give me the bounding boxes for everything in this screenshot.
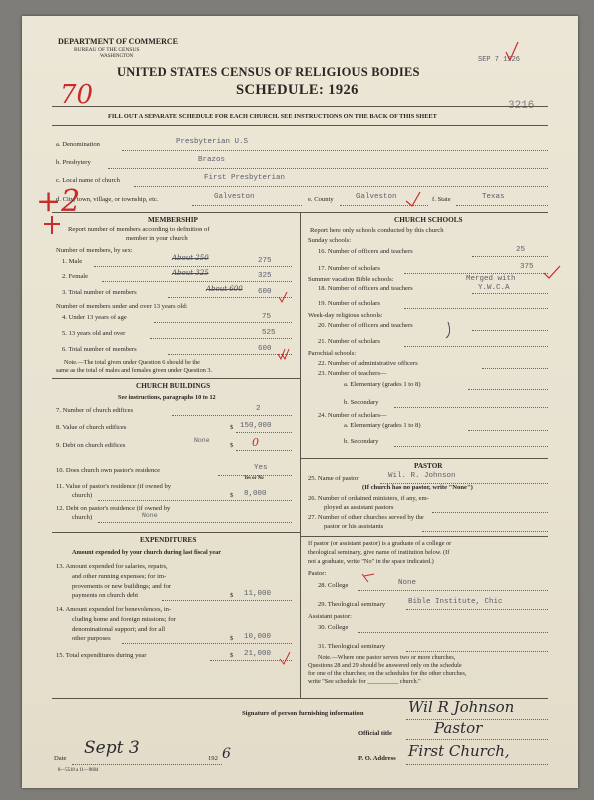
- red-cross-margin: [44, 216, 60, 234]
- q5-over13-value: 525: [262, 329, 276, 337]
- year-prefix: 192: [208, 755, 218, 762]
- year-digit: 6: [222, 746, 231, 762]
- q14-line-3: denominational support; and for all: [72, 625, 166, 633]
- denomination-label: a. Denomination: [56, 141, 100, 148]
- received-stamp-date: SEP 7 1926: [478, 56, 521, 64]
- state-label: f. State: [432, 196, 451, 203]
- q4-under13-value: 75: [262, 313, 272, 321]
- schools-intro: Report here only schools conducted by this church: [310, 227, 444, 234]
- county-value: Galveston: [356, 193, 397, 201]
- graduate-instr-1: If pastor (or assistant pastor) is a graduate of a college or: [308, 540, 452, 547]
- q19-label: 19. Number of scholars: [318, 300, 380, 307]
- q15-value: 21,000: [244, 650, 272, 658]
- q5-over13-label: 5. 13 years old and over: [62, 330, 126, 337]
- q11-label-2: church): [72, 492, 93, 499]
- city-label-d: d. City, town, village, or township, etc.: [56, 196, 159, 203]
- form-title: UNITED STATES CENSUS OF RELIGIOUS BODIES: [117, 65, 420, 79]
- expenditures-subheading: Amount expended by your church during last fiscal year: [72, 549, 221, 556]
- q7-edifices-value: 2: [256, 405, 261, 413]
- q22-label: 22. Number of administrative officers: [318, 360, 418, 367]
- q27-label-2: pastor or his assistants: [324, 523, 384, 530]
- red-check-marks: [22, 16, 578, 788]
- graduate-instr-3: not a graduate, write "No" in the space indicated.): [308, 558, 434, 565]
- check-mark-q15: [280, 652, 290, 664]
- sunday-schools-label: Sunday schools:: [308, 237, 352, 244]
- q12-value: None: [142, 512, 158, 519]
- q24b-label: b. Secondary: [344, 438, 379, 445]
- buildings-heading: CHURCH BUILDINGS: [136, 382, 211, 390]
- bureau-label: BUREAU OF THE CENSUS: [74, 47, 140, 53]
- check-mark-q3: [279, 292, 287, 302]
- church-name-label: c. Local name of church: [56, 177, 120, 184]
- q16-label: 16. Number of officers and teachers: [318, 248, 413, 255]
- q18-value: Merged with: [466, 275, 516, 283]
- schools-heading: CHURCH SCHOOLS: [394, 216, 463, 224]
- expenditures-heading: EXPENDITURES: [140, 536, 197, 544]
- buildings-subheading: See instructions, paragraphs 10 to 12: [118, 394, 216, 401]
- q14-value: 10,000: [244, 633, 272, 641]
- q30-label: 30. College: [318, 624, 349, 631]
- q12-label-2: church): [72, 514, 93, 521]
- q20-label: 20. Number of officers and teachers: [318, 322, 413, 329]
- q29-value: Bible Institute, Chic: [408, 598, 503, 606]
- q14-dollar: $: [230, 635, 234, 642]
- q4-under13-label: 4. Under 13 years of age: [62, 314, 127, 321]
- membership-intro-1: Report number of members according to definition of: [68, 226, 210, 233]
- q13-value: 11,000: [244, 590, 272, 598]
- census-schedule-sheet: [22, 16, 578, 788]
- q13-line-2: and other running expenses; for im-: [72, 572, 167, 580]
- date-label: Date: [54, 755, 67, 762]
- pastor-heading: PASTOR: [414, 462, 443, 470]
- q13-dollar: $: [230, 592, 234, 599]
- q21-label: 21. Number of scholars: [318, 338, 380, 345]
- q9-red-zero: 0: [252, 436, 259, 449]
- check-mark-county: [406, 192, 420, 206]
- q29-label: 29. Theological seminary: [318, 601, 386, 608]
- q14-line-2: cluding home and foreign missions; for: [72, 615, 176, 623]
- q2-female-value: 325: [258, 272, 272, 280]
- assistant-pastor-label: Assistant pastor:: [308, 613, 352, 620]
- form-number: 8—5518 a 11—9684: [58, 768, 99, 773]
- check-mark-q6: [278, 349, 289, 359]
- summer-schools-label: Summer vacation Bible schools:: [308, 276, 394, 283]
- q15-dollar: $: [230, 652, 234, 659]
- q13-line-1: 13. Amount expended for salaries, repairs,: [56, 563, 168, 570]
- q23-label: 23. Number of teachers—: [318, 370, 387, 377]
- q2-struck-estimate: About 325: [172, 269, 209, 277]
- q9-dollar-sign: $: [230, 442, 234, 449]
- pastor-note-2: Questions 28 and 29 should be answered only on the schedule: [308, 662, 462, 669]
- q14-line-1: 14. Amount expended for benevolences, in-: [56, 606, 172, 613]
- q1-male-label: 1. Male: [62, 258, 83, 265]
- q7-edifices-label: 7. Number of church edifices: [56, 407, 134, 414]
- department-label: DEPARTMENT OF COMMERCE: [58, 37, 179, 46]
- presbytery-label: b. Presbytery: [56, 159, 91, 166]
- q1-male-value: 275: [258, 257, 272, 265]
- q3-struck-estimate: About 600: [206, 285, 243, 293]
- q31-label: 31. Theological seminary: [318, 643, 386, 650]
- pastor-note-3: for one of the churches; on the schedules for the other churches,: [308, 670, 467, 677]
- q12-label-1: 12. Debt on pastor's residence (if owned by: [56, 505, 171, 512]
- q11-value: 8,000: [244, 490, 267, 498]
- q2-female-label: 2. Female: [62, 273, 89, 280]
- membership-note-2: same as the total of males and females given under Question 3.: [56, 367, 213, 374]
- state-value: Texas: [482, 193, 505, 201]
- membership-note-1: Note.—The total given under Question 6 should be the: [64, 359, 200, 366]
- q25-label: 25. Name of pastor: [308, 475, 359, 482]
- check-mark-stamp: [506, 42, 518, 60]
- red-margin-mark: +2: [36, 184, 81, 219]
- q17-label: 17. Number of scholars: [318, 265, 380, 272]
- q27-label-1: 27. Number of other churches served by the: [308, 514, 424, 521]
- city-label: WASHINGTON: [100, 54, 134, 59]
- q11-dollar-sign: $: [230, 492, 234, 499]
- q11-label-1: 11. Value of pastor's residence (if owned by: [56, 483, 172, 490]
- q6-total-label: 6. Total number of members: [62, 346, 137, 353]
- pencil-mark-q20: [446, 322, 450, 338]
- q6-total-value: 600: [258, 345, 272, 353]
- q8-dollar-sign: $: [230, 424, 234, 431]
- signature-label: Signature of person furnishing information: [242, 710, 364, 717]
- q10-hint: Yes or No: [244, 476, 264, 481]
- members-by-age-label: Number of members under and over 13 years old:: [56, 303, 188, 310]
- schedule-title: SCHEDULE: 1926: [236, 82, 359, 98]
- church-name-value: First Presbyterian: [204, 174, 286, 182]
- pastor-note-1: Note.—Where one pastor serves two or more churches,: [318, 654, 456, 661]
- q13-line-3: provements or new buildings; and for: [72, 582, 172, 590]
- date-value: Sept 3: [84, 738, 140, 758]
- q18-value-2: Y.W.C.A: [478, 284, 510, 292]
- q17-value: 375: [520, 263, 534, 271]
- q1-struck-estimate: About 250: [172, 254, 209, 262]
- red-mark-pastor: [362, 574, 374, 582]
- signature-value: Wil R Johnson: [408, 698, 515, 716]
- q3-total-label: 3. Total number of members: [62, 289, 137, 296]
- official-title-label: Official title: [358, 730, 392, 737]
- q28-label: 28. College: [318, 582, 349, 589]
- parochial-schools-label: Parochial schools:: [308, 350, 357, 357]
- q9-debt-value: None: [194, 437, 210, 444]
- q3-total-value: 600: [258, 288, 272, 296]
- check-mark-q17: [544, 266, 560, 278]
- q9-debt-label: 9. Debt on church edifices: [56, 442, 126, 449]
- presbytery-value: Brazos: [198, 156, 226, 164]
- q24-label: 24. Number of scholars—: [318, 412, 387, 419]
- pastor-subheading: Pastor:: [308, 570, 327, 577]
- q28-value: None: [398, 579, 417, 587]
- denomination-value: Presbyterian U.S: [176, 138, 249, 146]
- city-value: Galveston: [214, 193, 255, 201]
- q26-label-1: 26. Number of ordained ministers, if any, em-: [308, 495, 429, 502]
- q8-value: 150,000: [240, 422, 272, 430]
- q16-value: 25: [516, 246, 526, 254]
- q18-label: 18. Number of officers and teachers: [318, 285, 413, 292]
- q14-line-4: other purposes: [72, 635, 111, 643]
- q8-value-label: 8. Value of church edifices: [56, 424, 127, 431]
- q23b-label: b. Secondary: [344, 399, 379, 406]
- membership-heading: MEMBERSHIP: [148, 216, 198, 224]
- q25-value: Wil. R. Johnson: [388, 472, 456, 480]
- q24a-label: a. Elementary (grades 1 to 8): [344, 422, 421, 429]
- instruction-line: FILL OUT A SEPARATE SCHEDULE FOR EACH CHURCH. SEE INSTRUCTIONS ON THE BACK OF THIS SHEET: [108, 113, 437, 120]
- weekday-schools-label: Week-day religious schools:: [308, 312, 383, 319]
- q13-line-4: payments on church debt: [72, 592, 139, 600]
- county-label: e. County: [308, 196, 334, 203]
- graduate-instr-2: theological seminary, give name of institution below. (If: [308, 549, 450, 556]
- q26-label-2: ployed as assistant pastors: [324, 504, 394, 511]
- pastor-note-4: write "See schedule for __________ church.": [308, 678, 421, 685]
- received-stamp-number: 3216: [508, 100, 535, 112]
- official-title-value: Pastor: [434, 719, 483, 737]
- members-by-sex-label: Number of members, by sex:: [56, 247, 133, 254]
- q10-residence-label: 10. Does church own pastor's residence: [56, 467, 161, 474]
- membership-intro-2: member in your church: [126, 235, 188, 242]
- red-tally-number: 70: [60, 80, 94, 110]
- po-address-label: P. O. Address: [358, 755, 396, 762]
- po-address-value: First Church,: [408, 742, 510, 760]
- q25-hint: (If church has no pastor, write "None"): [362, 484, 473, 491]
- q23a-label: a. Elementary (grades 1 to 8): [344, 381, 421, 388]
- q10-value: Yes: [254, 464, 268, 472]
- q15-total-label: 15. Total expenditures during year: [56, 652, 147, 659]
